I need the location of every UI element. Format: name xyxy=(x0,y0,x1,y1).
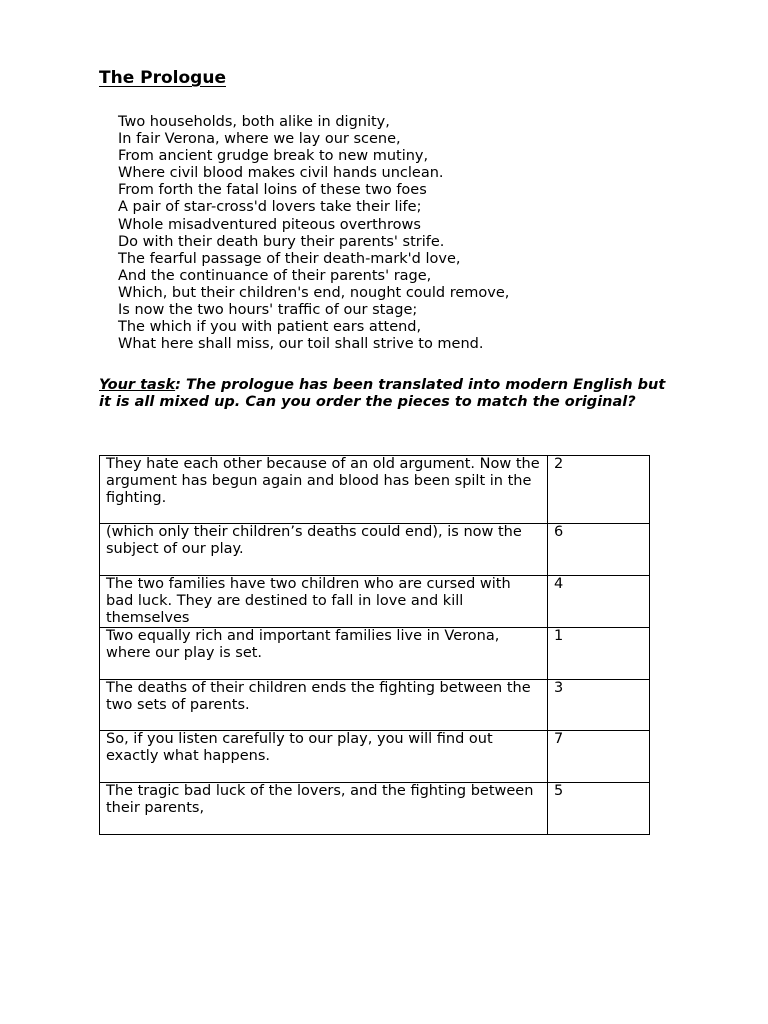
page-title: The Prologue xyxy=(99,68,226,88)
piece-text-cell xyxy=(100,576,548,628)
poem-line: And the continuance of their parents' rage, xyxy=(118,267,432,284)
table-row xyxy=(100,628,650,680)
piece-text: (which only their children’s deaths could end), is now the subject of our play. xyxy=(106,524,522,557)
piece-number-cell xyxy=(548,731,650,783)
poem-line: Which, but their children's end, nought could remove, xyxy=(118,284,510,301)
piece-text-cell xyxy=(100,524,548,576)
piece-number-cell xyxy=(548,680,650,731)
poem-line: Two households, both alike in dignity, xyxy=(118,114,390,130)
piece-number: 4 xyxy=(554,576,564,592)
poem-line: From ancient grudge break to new mutiny, xyxy=(118,148,429,165)
poem-line: A pair of star-cross'd lovers take their life; xyxy=(118,199,422,216)
poem-line: The which if you with patient ears attend, xyxy=(118,319,422,336)
piece-number: 7 xyxy=(554,731,564,747)
piece-number-cell xyxy=(548,783,650,835)
task-instructions xyxy=(99,377,669,411)
piece-text: So, if you listen carefully to our play, you will find out exactly what happens. xyxy=(106,731,493,764)
poem-line: Do with their death bury their parents' strife. xyxy=(118,233,445,250)
table-row xyxy=(100,524,650,576)
piece-text-cell xyxy=(100,731,548,783)
poem-line: In fair Verona, where we lay our scene, xyxy=(118,131,401,148)
piece-text-cell xyxy=(100,628,548,680)
piece-text: The deaths of their children ends the fighting between the two sets of parents. xyxy=(106,680,531,713)
piece-number-cell xyxy=(548,628,650,680)
poem-line: Whole misadventured piteous overthrows xyxy=(118,216,421,233)
poem-line: Where civil blood makes civil hands unclean. xyxy=(118,165,444,182)
task-label: Your task xyxy=(99,377,176,393)
poem-line: From forth the fatal loins of these two foes xyxy=(118,182,427,199)
piece-number: 3 xyxy=(554,680,564,696)
ordering-table xyxy=(99,455,650,835)
piece-number-cell xyxy=(548,576,650,628)
piece-text-cell xyxy=(100,680,548,731)
poem-line: The fearful passage of their death-mark'd love, xyxy=(118,250,461,267)
piece-number: 6 xyxy=(554,524,564,540)
piece-text: Two equally rich and important families live in Verona, where our play is set. xyxy=(106,628,500,661)
poem-line: Is now the two hours' traffic of our stage; xyxy=(118,302,418,319)
piece-text-cell xyxy=(100,456,548,524)
table-row xyxy=(100,680,650,731)
table-row xyxy=(100,576,650,628)
table-row xyxy=(100,456,650,524)
piece-number-cell xyxy=(548,456,650,524)
piece-number: 1 xyxy=(554,628,564,644)
prologue-poem xyxy=(118,114,509,353)
piece-text: They hate each other because of an old argument. Now the argument has begun again and blood has been spilt in the fighting. xyxy=(106,456,540,506)
table-row xyxy=(100,731,650,783)
poem-line: What here shall miss, our toil shall strive to mend. xyxy=(118,336,484,353)
piece-number: 2 xyxy=(554,456,564,472)
piece-number-cell xyxy=(548,524,650,576)
task-text: : The prologue has been translated into modern English but it is all mixed up. Can you order the pieces to match the original? xyxy=(99,377,666,411)
piece-text-cell xyxy=(100,783,548,835)
piece-number: 5 xyxy=(554,783,564,799)
piece-text: The tragic bad luck of the lovers, and the fighting between their parents, xyxy=(106,783,534,816)
table-row xyxy=(100,783,650,835)
piece-text: The two families have two children who are cursed with bad luck. They are destined to fall in love and kill themselves xyxy=(106,576,511,626)
